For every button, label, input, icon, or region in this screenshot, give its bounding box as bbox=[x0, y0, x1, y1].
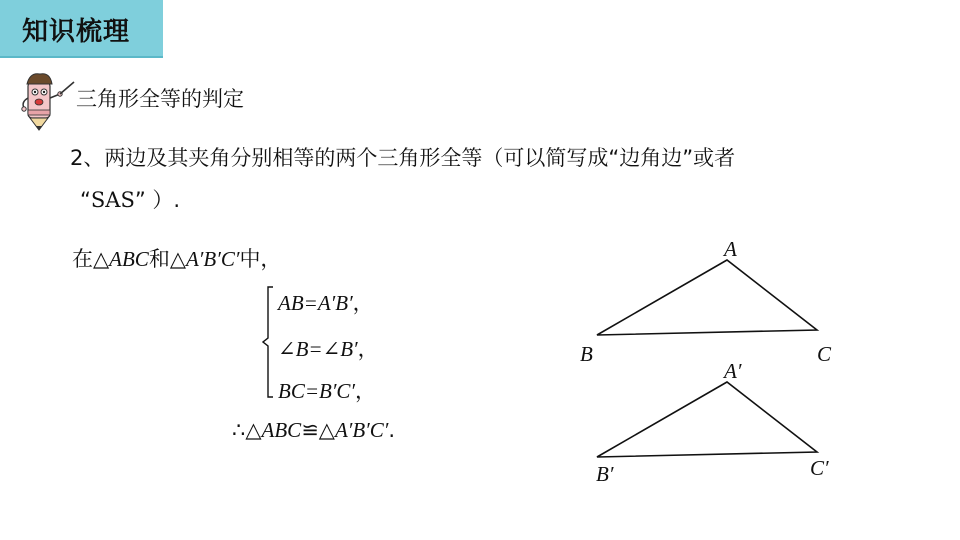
condition-side-ab-math: AB=A′B′ bbox=[278, 291, 353, 315]
conclusion-prefix: ∴△ bbox=[232, 418, 262, 442]
condition-side-bc bbox=[278, 375, 376, 405]
condition-side-bc-math: BC=B′C′ bbox=[278, 379, 356, 403]
vertex-b-label: B bbox=[580, 342, 593, 366]
given-statement bbox=[72, 243, 281, 273]
conclusion-triangle-abc-prime: A′B′C′ bbox=[334, 418, 389, 442]
triangles-drawing bbox=[570, 236, 850, 492]
triangles-figure bbox=[570, 236, 850, 492]
vertex-a-prime-label: A′ bbox=[724, 359, 742, 383]
section-title-bar bbox=[0, 0, 163, 58]
triangle-abc-label: ABC bbox=[109, 247, 149, 271]
condition-brace bbox=[262, 286, 276, 398]
condition-angle-b-math: ∠B=∠B′ bbox=[278, 337, 358, 361]
conclusion-triangle-abc: ABC bbox=[261, 418, 302, 442]
vertex-c-label: C bbox=[817, 342, 832, 366]
vertex-c-prime-label: C′ bbox=[810, 456, 829, 480]
theorem-text-line1: 2、两边及其夹角分别相等的两个三角形全等（可以简写成“边角边”或者 bbox=[70, 146, 736, 170]
given-and: 和△ bbox=[148, 247, 186, 271]
given-suffix: 中， bbox=[239, 247, 282, 271]
condition-side-ab-punct: ， bbox=[352, 291, 374, 315]
section-title: 知识梳理 bbox=[22, 17, 131, 47]
vertex-a-label: A bbox=[724, 237, 737, 261]
triangle-abc-prime-label: A′B′C′ bbox=[185, 247, 240, 271]
quote-close: ” ）. bbox=[134, 188, 181, 212]
triangle-abc-prime bbox=[597, 382, 817, 457]
pencil-character-icon bbox=[18, 68, 76, 132]
vertex-b-prime-label: B′ bbox=[596, 462, 614, 486]
section-heading: 三角形全等的判定 bbox=[76, 87, 244, 111]
condition-side-ab bbox=[278, 287, 374, 317]
given-prefix: 在△ bbox=[72, 247, 110, 271]
conclusion-end: . bbox=[388, 418, 396, 442]
theorem-text-line2 bbox=[80, 184, 180, 214]
condition-angle-b bbox=[278, 333, 379, 363]
triangle-abc bbox=[597, 260, 817, 335]
sas-abbreviation: SAS bbox=[90, 188, 135, 212]
quote-open: “ bbox=[80, 188, 91, 212]
condition-angle-b-punct: ， bbox=[357, 337, 379, 361]
condition-side-bc-punct: ， bbox=[355, 379, 377, 403]
conclusion-statement bbox=[232, 418, 395, 443]
congruent-symbol: ≌△ bbox=[301, 418, 335, 442]
